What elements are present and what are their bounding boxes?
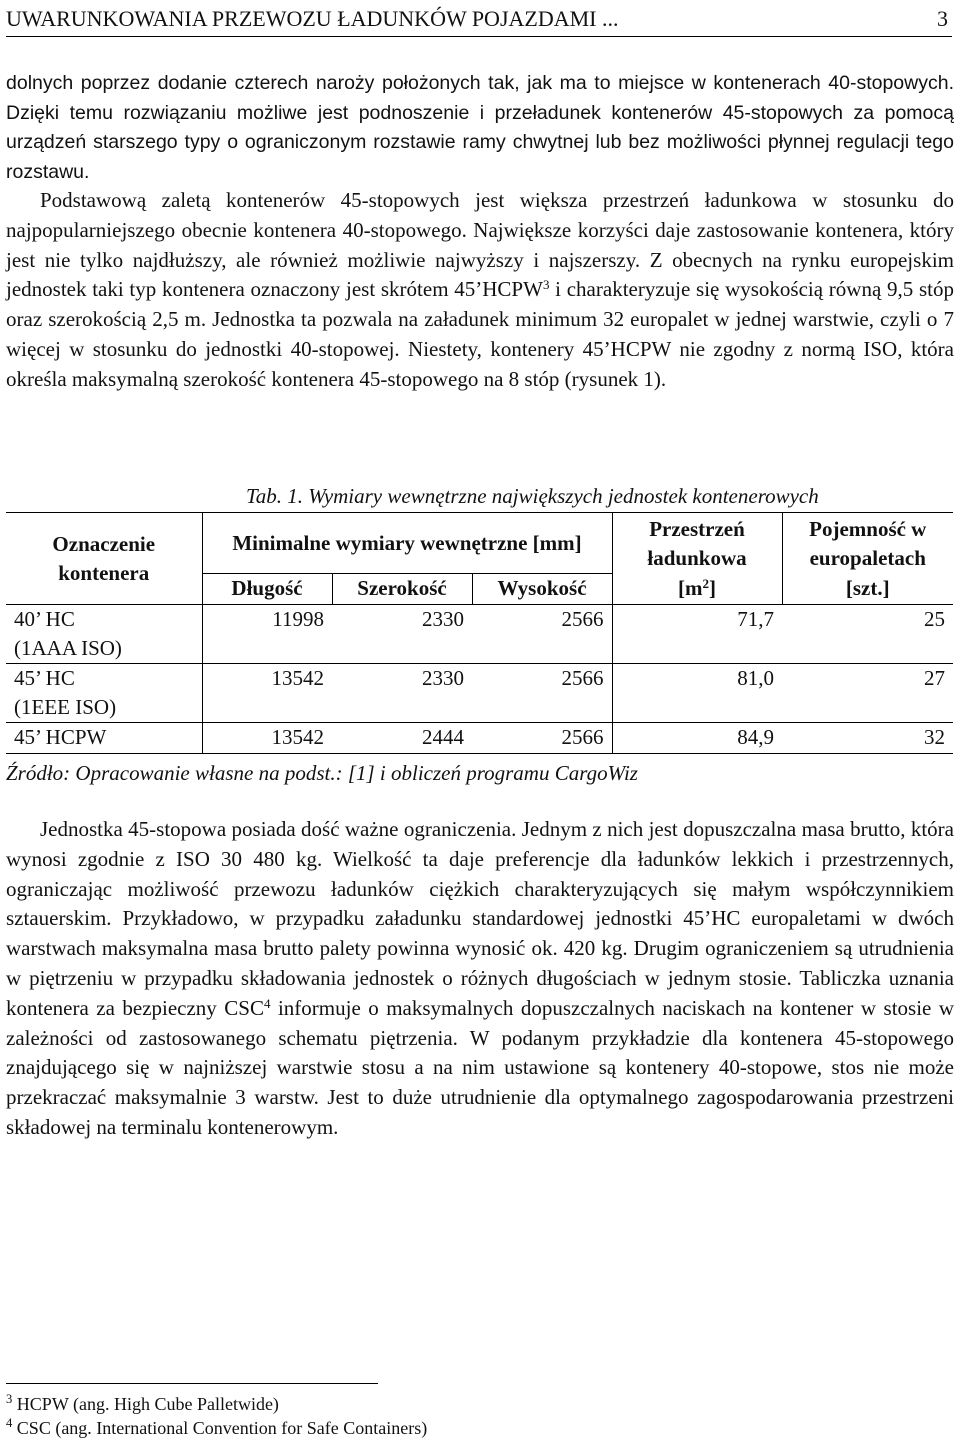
table-source: Źródło: Opracowanie własne na podst.: [1] i obliczeń programu CargoWiz bbox=[6, 761, 638, 785]
header-length: Długość bbox=[202, 573, 332, 604]
unit-text: [m bbox=[677, 575, 703, 600]
footnote bbox=[6, 1417, 427, 1439]
cell-length: 13542 bbox=[202, 663, 332, 722]
paragraph-limitations bbox=[6, 815, 954, 1143]
header-height: Wysokość bbox=[472, 573, 612, 604]
cell-designation bbox=[6, 663, 202, 722]
paragraph-text: informuje o maksymalnych dopuszczalnych naciskach na kontener w stosie w zależności od zastosowanego schematu piętrzenia. W podanym przykładzie dla kontenera 45-stopowego znajdującego się w najniższej warstwie stosu a na nim ustawione są kontenery 40-stopowe, stos nie może przekraczać maksymalnie 3 warstw. Jest to duże utrudnienie dla optymalnego zagospodarowania przestrzeni składowej na terminalu kontenerowym. bbox=[6, 995, 954, 1139]
designation-line: 40’ HC bbox=[14, 606, 75, 631]
footnote-number: 3 bbox=[6, 1392, 13, 1407]
header-space-unit bbox=[612, 573, 782, 604]
footnote-ref: 3 bbox=[542, 277, 550, 293]
designation-line: (1EEE ISO) bbox=[14, 694, 117, 719]
paragraph-advantages bbox=[6, 186, 954, 395]
cell-length: 11998 bbox=[202, 604, 332, 663]
cell-height: 2566 bbox=[472, 722, 612, 753]
header-dims-group: Minimalne wymiary wewnętrzne [mm] bbox=[202, 513, 612, 574]
paragraph-text: i charakteryzuje się wysokością równą 9,5 stóp oraz szerokością 2,5 m. Jednostka ta pozwala na załadunek minimum 32 europalet w jednej warstwie, czyli o 7 więcej w stosunku do jednostki 40-stopowej. Niestety, kontenery 45’HCPW nie zgodny z normą ISO, która określa maksymalną szerokość kontenera 45-stopowego na 8 stóp (rysunek 1). bbox=[6, 277, 954, 391]
cell-length: 13542 bbox=[202, 722, 332, 753]
cell-space: 84,9 bbox=[612, 722, 782, 753]
footnote-text: HCPW (ang. High Cube Palletwide) bbox=[12, 1394, 279, 1414]
cell-height: 2566 bbox=[472, 604, 612, 663]
footnote-text: CSC (ang. International Convention for Safe Containers) bbox=[12, 1418, 428, 1438]
footnote-number: 4 bbox=[6, 1416, 13, 1431]
designation-line: (1AAA ISO) bbox=[14, 635, 122, 660]
unit-text: ] bbox=[709, 575, 716, 600]
unit-sup: 2 bbox=[702, 575, 709, 591]
paragraph-text: Podstawową zaletą kontenerów 45-stopowych jest większa przestrzeń ładunkowa w stosunku do najpopularniejszego obecnie kontenera 40-stopowego. Największe korzyści daje zastosowanie kontenera, który jest nie tylko najdłuższy, ale również możliwie najwyższy i najszerszy. Z obecnych na rynku europejskim jednostek taki typ kontenera oznaczony jest skrótem 45’HCPW bbox=[6, 188, 954, 302]
table-row bbox=[6, 663, 953, 722]
cell-capacity: 25 bbox=[782, 604, 953, 663]
cell-space: 81,0 bbox=[612, 663, 782, 722]
cell-height: 2566 bbox=[472, 663, 612, 722]
page-number: 3 bbox=[937, 6, 948, 31]
header-width: Szerokość bbox=[332, 573, 472, 604]
header-capacity-unit: [szt.] bbox=[782, 573, 953, 604]
cell-width: 2330 bbox=[332, 604, 472, 663]
cell-capacity: 32 bbox=[782, 722, 953, 753]
cell-space: 71,7 bbox=[612, 604, 782, 663]
header-title: UWARUNKOWANIA PRZEWOZU ŁADUNKÓW POJAZDAMI ... bbox=[6, 6, 619, 31]
table-caption: Tab. 1. Wymiary wewnętrzne największych jednostek kontenerowych bbox=[246, 484, 819, 508]
cell-width: 2444 bbox=[332, 722, 472, 753]
header-designation: Oznaczenie kontenera bbox=[6, 513, 202, 605]
cell-capacity: 27 bbox=[782, 663, 953, 722]
dimensions-table bbox=[6, 512, 953, 754]
cell-designation bbox=[6, 604, 202, 663]
designation-line: 45’ HC bbox=[14, 665, 75, 690]
header-space: Przestrzeń ładunkowa bbox=[612, 513, 782, 574]
cell-width: 2330 bbox=[332, 663, 472, 722]
footnote-ref: 4 bbox=[263, 995, 271, 1011]
footnote-divider bbox=[6, 1383, 378, 1384]
table-row bbox=[6, 722, 953, 753]
footnote bbox=[6, 1393, 279, 1415]
table-row bbox=[6, 604, 953, 663]
paragraph-continuation: dolnych poprzez dodanie czterech naroży położonych tak, jak ma to miejsce w kontenerach 40-stopowych. Dzięki temu rozwiązaniu możliwe jest podnoszenie i przeładunek kontenerów 45-stopowych za pomocą urządzeń starszego typy o ograniczonym rozstawie ramy chwytnej lub bez możliwości płynnej regulacji tego rozstawu. bbox=[6, 72, 954, 183]
running-header bbox=[6, 4, 952, 37]
header-capacity: Pojemność w europaletach bbox=[782, 513, 953, 574]
cell-designation: 45’ HCPW bbox=[6, 722, 202, 753]
paragraph-text: Jednostka 45-stopowa posiada dość ważne ograniczenia. Jednym z nich jest dopuszczalna masa brutto, która wynosi zgodnie z ISO 30 480 kg. Wielkość ta daje preferencje dla ładunków lekkich i przestrzennych, ograniczając możliwość przewozu ładunków ciężkich charakteryzujących się małym współczynnikiem sztauerskim. Przykładowo, w przypadku załadunku standardowej jednostki 45’HC europaletami w dwóch warstwach maksymalna masa brutto palety powinna wynosić ok. 420 kg. Drugim ograniczeniem są utrudnienia w piętrzeniu w przypadku składowania jednostek o różnych długościach w jednym stosie. Tabliczka uznania kontenera za bezpieczny CSC bbox=[6, 817, 954, 1020]
